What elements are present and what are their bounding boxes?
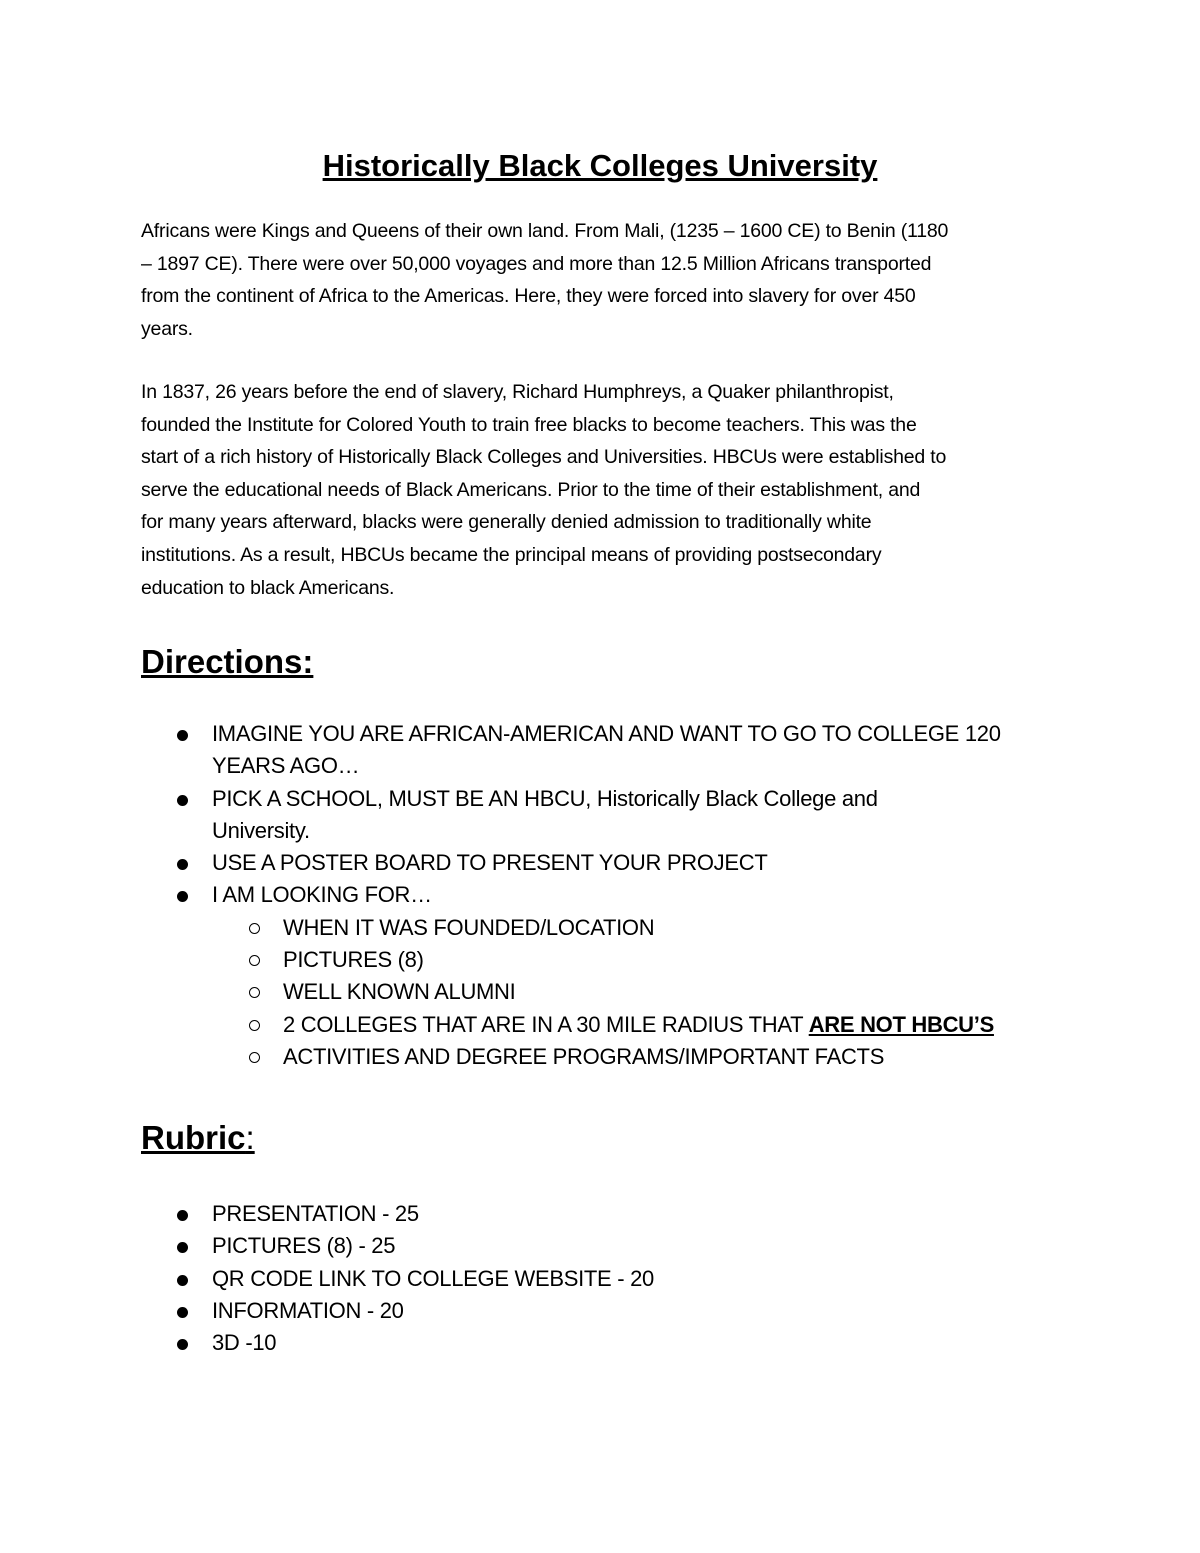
sub-list-item bbox=[0, 912, 1163, 944]
paragraph-line: start of a rich history of Historically Black Colleges and Universities. HBCUs were established to bbox=[141, 446, 947, 469]
paragraph-line: institutions. As a result, HBCUs became the principal means of providing postsecondary bbox=[141, 543, 882, 566]
list-item bbox=[0, 1327, 1092, 1359]
intro-paragraph bbox=[141, 215, 1061, 345]
list-item-text: I AM LOOKING FOR… bbox=[212, 882, 432, 908]
list-item bbox=[0, 1198, 1092, 1230]
emphasis-text: ARE NOT HBCU’S bbox=[808, 1011, 994, 1037]
paragraph-line: – 1897 CE). There were over 50,000 voyages and more than 12.5 Million Africans transported bbox=[141, 252, 932, 275]
bullet-circle-icon bbox=[249, 923, 260, 934]
list-item-text: IMAGINE YOU ARE AFRICAN-AMERICAN AND WANT TO GO TO COLLEGE 120 bbox=[212, 721, 1001, 746]
history-paragraph bbox=[141, 376, 1061, 604]
list-item bbox=[0, 1295, 1092, 1327]
sub-list-item bbox=[0, 976, 1163, 1008]
list-item bbox=[0, 1263, 1092, 1295]
bullet-dot-icon bbox=[177, 1242, 188, 1253]
bullet-dot-icon bbox=[177, 1210, 188, 1221]
list-item bbox=[0, 718, 1092, 783]
list-item-text: PRESENTATION - 25 bbox=[212, 1201, 419, 1226]
paragraph-line: years. bbox=[141, 317, 193, 340]
list-item bbox=[0, 783, 1092, 848]
bullet-dot-icon bbox=[177, 795, 188, 806]
list-item-text: WELL KNOWN ALUMNI bbox=[283, 979, 516, 1005]
list-item-text: University. bbox=[212, 817, 310, 843]
sub-list-item bbox=[0, 1041, 1163, 1073]
list-item-text: USE A POSTER BOARD TO PRESENT YOUR PROJECT bbox=[212, 850, 768, 876]
list-item-text: QR CODE LINK TO COLLEGE WEBSITE - 20 bbox=[212, 1265, 654, 1291]
paragraph-line: Africans were Kings and Queens of their own land. From Mali, (1235 – 1600 CE) to Benin (1180 bbox=[141, 220, 949, 242]
list-item-text: PICTURES (8) bbox=[283, 947, 424, 973]
list-item-text: PICTURES (8) - 25 bbox=[212, 1233, 396, 1259]
bullet-dot-icon bbox=[177, 730, 188, 741]
bullet-dot-icon bbox=[177, 1275, 188, 1286]
bullet-dot-icon bbox=[177, 891, 188, 902]
bullet-circle-icon bbox=[249, 955, 260, 966]
list-item-text: INFORMATION - 20 bbox=[212, 1297, 404, 1323]
list-item bbox=[0, 879, 1092, 911]
paragraph-line: founded the Institute for Colored Youth to train free blacks to become teachers. This was the bbox=[141, 413, 917, 436]
sub-list-item bbox=[0, 944, 1163, 976]
bullet-dot-icon bbox=[177, 1339, 188, 1350]
list-item bbox=[0, 1230, 1092, 1262]
paragraph-line: from the continent of Africa to the Americas. Here, they were forced into slavery for over 450 bbox=[141, 285, 916, 308]
sub-list-item bbox=[0, 1009, 1163, 1041]
page-title: Historically Black Colleges University bbox=[322, 148, 878, 183]
list-item bbox=[0, 847, 1092, 879]
paragraph-line: In 1837, 26 years before the end of slavery, Richard Humphreys, a Quaker philanthropist, bbox=[141, 381, 894, 403]
rubric-heading-text: Rubric bbox=[141, 1119, 246, 1156]
bullet-dot-icon bbox=[177, 859, 188, 870]
list-item-text: PICK A SCHOOL, MUST BE AN HBCU, Historically Black College and bbox=[212, 785, 878, 811]
list-item-text: YEARS AGO… bbox=[212, 753, 360, 779]
paragraph-line: education to black Americans. bbox=[141, 576, 395, 599]
list-item-text: WHEN IT WAS FOUNDED/LOCATION bbox=[283, 914, 655, 940]
directions-list bbox=[0, 718, 1200, 1073]
bullet-dot-icon bbox=[177, 1307, 188, 1318]
list-item-text: ACTIVITIES AND DEGREE PROGRAMS/IMPORTANT FACTS bbox=[283, 1043, 885, 1069]
list-item-text: 2 COLLEGES THAT ARE IN A 30 MILE RADIUS THAT bbox=[283, 1011, 809, 1037]
bullet-circle-icon bbox=[249, 987, 260, 998]
paragraph-line: serve the educational needs of Black Americans. Prior to the time of their establishment, and bbox=[141, 478, 921, 501]
bullet-circle-icon bbox=[249, 1020, 260, 1031]
rubric-heading-colon: : bbox=[245, 1119, 255, 1156]
list-item-text: 3D -10 bbox=[212, 1330, 277, 1356]
rubric-list bbox=[0, 1198, 1200, 1359]
directions-heading: Directions: bbox=[141, 643, 314, 680]
paragraph-line: for many years afterward, blacks were generally denied admission to traditionally white bbox=[141, 511, 872, 534]
bullet-circle-icon bbox=[249, 1052, 260, 1063]
rubric-heading bbox=[141, 1116, 255, 1160]
